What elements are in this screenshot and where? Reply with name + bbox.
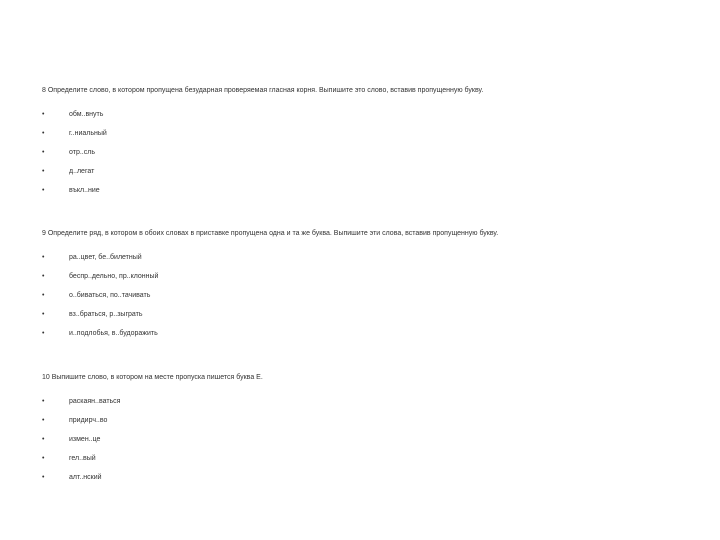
bullet-icon: • bbox=[42, 330, 45, 337]
list-item bbox=[42, 416, 702, 435]
option-text: и..подлобья, в..будоражить bbox=[69, 330, 158, 337]
list-item bbox=[42, 435, 702, 454]
list-item bbox=[42, 148, 702, 167]
option-text: обм..внуть bbox=[69, 111, 104, 118]
option-text: придирч..во bbox=[69, 417, 108, 424]
option-text: гел..вый bbox=[69, 455, 96, 462]
list-item bbox=[42, 167, 702, 186]
option-text: вз..браться, р..зыграть bbox=[69, 311, 143, 318]
bullet-icon: • bbox=[42, 474, 45, 481]
option-text: измен..це bbox=[69, 436, 101, 443]
list-item bbox=[42, 272, 702, 291]
option-text: алт..нский bbox=[69, 474, 102, 481]
option-text: д..легат bbox=[69, 168, 95, 175]
bullet-icon: • bbox=[42, 311, 45, 318]
option-text: раскаян..ваться bbox=[69, 398, 121, 405]
question-9 bbox=[42, 229, 702, 348]
question-title: 8 Определите слово, в котором пропущена безударная проверяемая гласная корня. Выпишите это слово, вставив пропущенную букву. bbox=[42, 87, 484, 94]
list-item bbox=[42, 129, 702, 148]
options-list bbox=[42, 110, 702, 205]
question-title: 10 Выпишите слово, в котором на месте пропуска пишется буква Е. bbox=[42, 374, 263, 381]
bullet-icon: • bbox=[42, 417, 45, 424]
bullet-icon: • bbox=[42, 292, 45, 299]
list-item bbox=[42, 397, 702, 416]
list-item bbox=[42, 291, 702, 310]
question-10 bbox=[42, 373, 702, 492]
list-item bbox=[42, 473, 702, 492]
question-title: 9 Определите ряд, в котором в обоих словах в приставке пропущена одна и та же буква. Выпишите эти слова, вставив пропущенную букву. bbox=[42, 230, 499, 237]
bullet-icon: • bbox=[42, 436, 45, 443]
list-item bbox=[42, 310, 702, 329]
list-item bbox=[42, 253, 702, 272]
bullet-icon: • bbox=[42, 111, 45, 118]
question-8 bbox=[42, 86, 702, 205]
option-text: въкл..ние bbox=[69, 187, 100, 194]
bullet-icon: • bbox=[42, 398, 45, 405]
bullet-icon: • bbox=[42, 149, 45, 156]
bullet-icon: • bbox=[42, 254, 45, 261]
options-list bbox=[42, 397, 702, 492]
list-item bbox=[42, 110, 702, 129]
option-text: беспр..дельно, пр..клонный bbox=[69, 273, 159, 280]
list-item bbox=[42, 186, 702, 205]
options-list bbox=[42, 253, 702, 348]
bullet-icon: • bbox=[42, 273, 45, 280]
option-text: г..ниальный bbox=[69, 130, 107, 137]
bullet-icon: • bbox=[42, 455, 45, 462]
bullet-icon: • bbox=[42, 168, 45, 175]
list-item bbox=[42, 329, 702, 348]
option-text: ра..цвет, бе..билетный bbox=[69, 254, 142, 261]
option-text: о..биваться, по..тачивать bbox=[69, 292, 151, 299]
list-item bbox=[42, 454, 702, 473]
bullet-icon: • bbox=[42, 130, 45, 137]
option-text: отр..сль bbox=[69, 149, 95, 156]
bullet-icon: • bbox=[42, 187, 45, 194]
